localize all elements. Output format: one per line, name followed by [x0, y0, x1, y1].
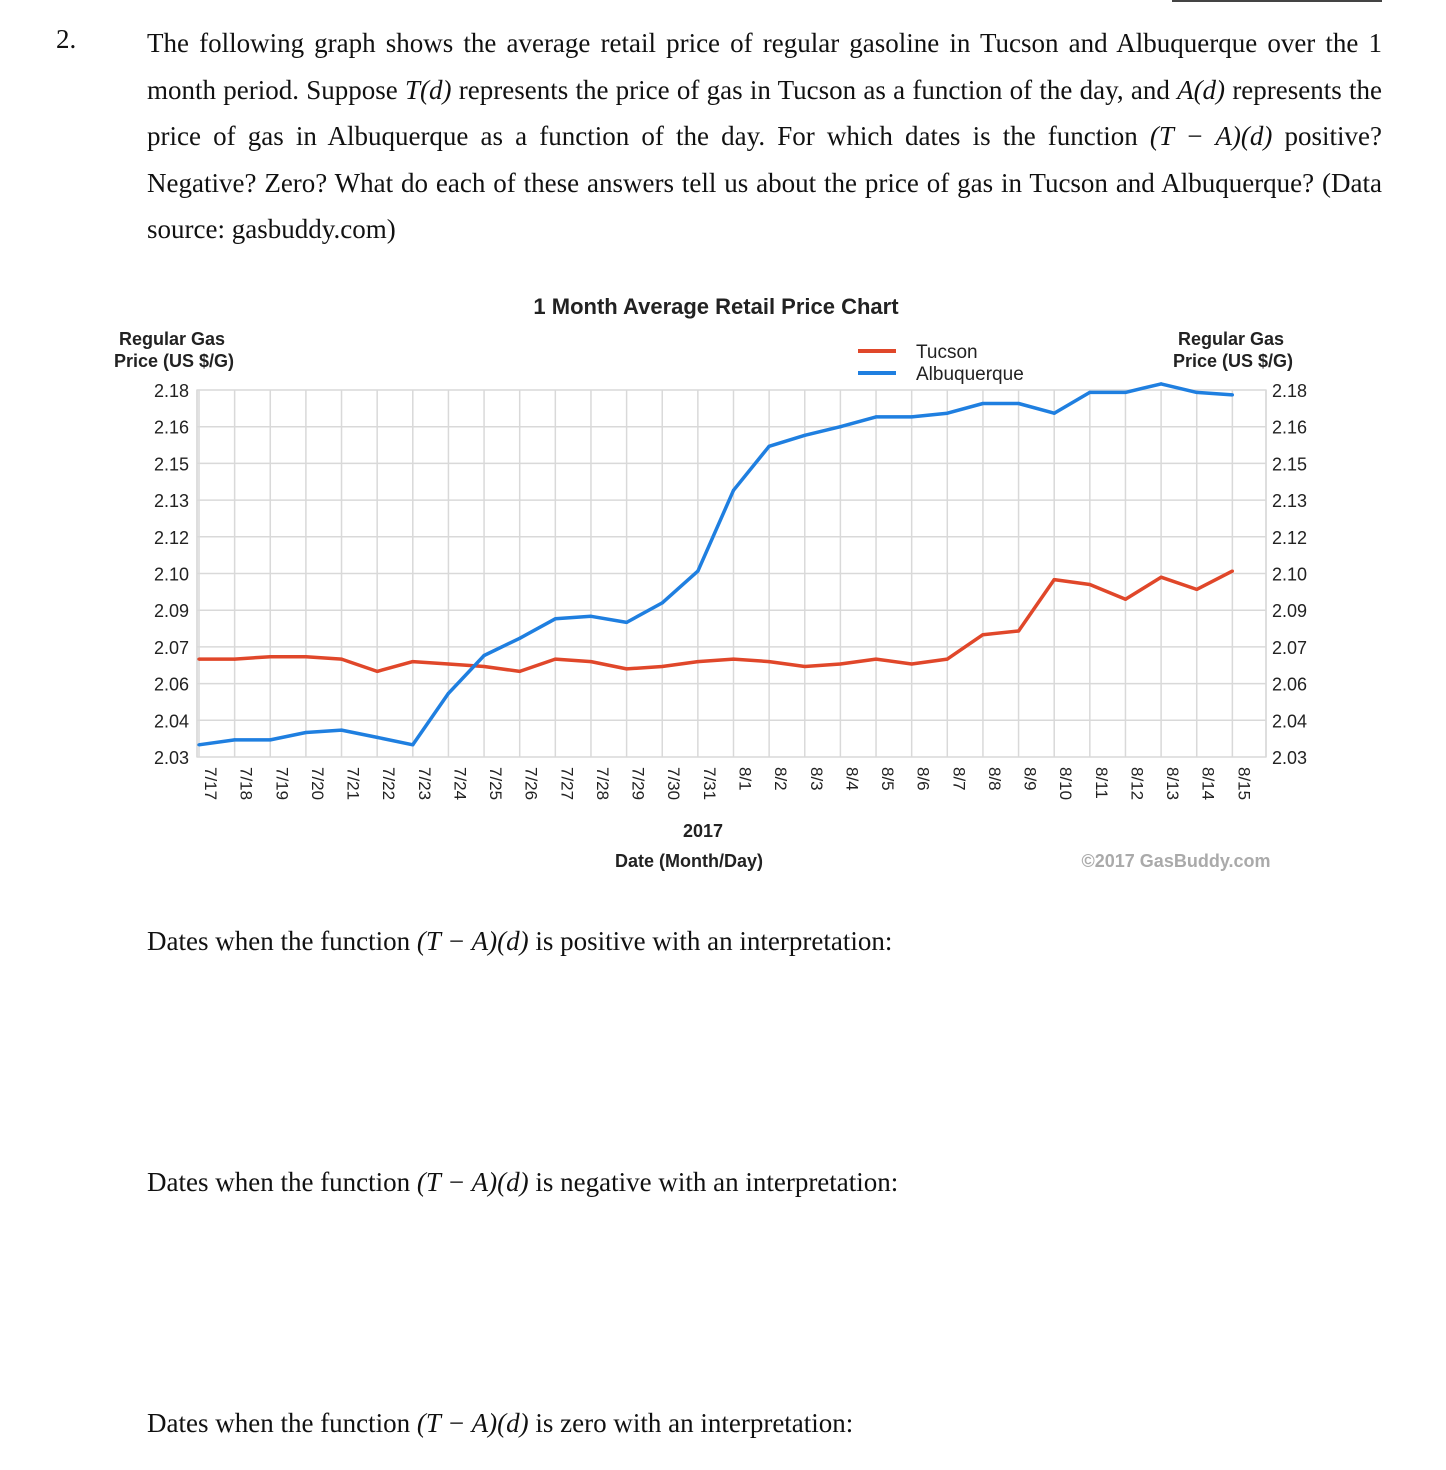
x-tick-label: 8/14: [1198, 767, 1218, 801]
data-point-tucson: [197, 658, 200, 661]
series-line-albuquerque: [199, 384, 1232, 745]
y-tick-label-right: 2.13: [1272, 491, 1308, 512]
prompt-zero-label: is zero with an interpretation:: [535, 1408, 854, 1438]
data-point-albuquerque: [839, 425, 842, 428]
x-tick-label: 8/5: [878, 767, 898, 791]
y-tick-label-right: 2.16: [1272, 417, 1308, 438]
x-tick-label: 7/31: [699, 767, 719, 801]
data-point-tucson: [874, 658, 877, 661]
data-point-tucson: [340, 658, 343, 661]
gasbuddy-credit: ©2017 GasBuddy.com: [1081, 851, 1271, 871]
y-tick-label-left: 2.12: [153, 527, 189, 548]
prompt-prefix: Dates when the function: [147, 1167, 411, 1197]
y-tick-label-left: 2.16: [153, 417, 189, 438]
x-tick-label: 7/25: [486, 767, 506, 801]
y-tick-label-left: 2.18: [153, 381, 189, 401]
data-point-tucson: [304, 655, 307, 658]
y-tick-label-left: 2.03: [153, 748, 189, 768]
y-tick-label-left: 2.10: [153, 564, 189, 585]
math-T-minus-A: (T − A)(d): [416, 1167, 529, 1197]
data-point-tucson: [376, 670, 379, 673]
y-tick-label-left: 2.07: [153, 637, 189, 658]
data-point-tucson: [981, 633, 984, 636]
y-tick-label-right: 2.06: [1272, 674, 1308, 695]
data-point-albuquerque: [589, 615, 592, 618]
data-point-albuquerque: [411, 743, 414, 746]
data-point-tucson: [233, 658, 236, 661]
x-tick-label: 8/1: [735, 767, 755, 791]
math-A-of-d: A(d): [1177, 74, 1226, 105]
data-point-albuquerque: [518, 637, 521, 640]
x-tick-label: 8/3: [806, 767, 826, 791]
data-point-albuquerque: [661, 601, 664, 604]
y-tick-label-left: 2.15: [153, 454, 189, 475]
data-point-albuquerque: [696, 570, 699, 573]
data-point-tucson: [946, 658, 949, 661]
data-point-tucson: [1017, 629, 1020, 632]
x-tick-label: 7/20: [307, 767, 327, 801]
prompt-prefix: Dates when the function: [147, 1408, 411, 1438]
data-point-albuquerque: [340, 729, 343, 732]
x-tick-label: 8/15: [1234, 767, 1254, 801]
data-point-tucson: [1088, 583, 1091, 586]
y-tick-label-left: 2.04: [153, 711, 189, 732]
math-T-minus-A: (T − A)(d): [416, 926, 529, 956]
x-tick-label: 7/17: [201, 767, 220, 801]
y-tick-label-right: 2.12: [1272, 527, 1308, 548]
price-chart: [0, 280, 1446, 880]
data-point-tucson: [1160, 576, 1163, 579]
data-point-tucson: [518, 670, 521, 673]
chart-svg: [0, 280, 1446, 880]
data-point-albuquerque: [732, 489, 735, 492]
data-point-tucson: [589, 660, 592, 663]
data-point-tucson: [1124, 598, 1127, 601]
math-T-of-d: T(d): [405, 74, 452, 105]
x-tick-label: 8/2: [771, 767, 791, 791]
data-point-albuquerque: [233, 738, 236, 741]
y-tick-label-right: 2.07: [1272, 637, 1308, 658]
x-tick-label: 8/7: [949, 767, 969, 791]
data-point-albuquerque: [1160, 382, 1163, 385]
data-point-tucson: [768, 660, 771, 663]
data-point-tucson: [839, 662, 842, 665]
series-line-tucson: [199, 571, 1232, 671]
x-tick-label: 7/23: [414, 767, 434, 801]
y-tick-label-right: 2.10: [1272, 564, 1308, 585]
prompt-prefix: Dates when the function: [147, 926, 411, 956]
data-point-albuquerque: [946, 412, 949, 415]
prompt-negative-label: is negative with an interpretation:: [535, 1167, 899, 1197]
data-point-albuquerque: [874, 415, 877, 418]
right-y-ticks: [1272, 381, 1307, 768]
data-point-albuquerque: [1088, 391, 1091, 394]
x-tick-label: 8/8: [984, 767, 1004, 791]
data-point-albuquerque: [269, 738, 272, 741]
data-point-tucson: [1231, 570, 1234, 573]
x-tick-label: 7/22: [379, 767, 399, 801]
x-tick-label: 8/4: [842, 767, 862, 791]
data-point-albuquerque: [447, 692, 450, 695]
y-tick-label-right: 2.09: [1272, 601, 1308, 622]
question-text: [147, 20, 1382, 253]
question-text-part: represents the price of gas in Tucson as a function of the day, and: [451, 74, 1178, 105]
prompt-positive-label: is positive with an interpretation:: [535, 926, 893, 956]
data-point-tucson: [661, 665, 664, 668]
right-axis-label-line2: Price (US $/G): [1172, 351, 1294, 371]
data-point-albuquerque: [304, 731, 307, 734]
legend: [858, 342, 1024, 385]
question-number: 2.: [56, 24, 77, 54]
y-tick-label-left: 2.13: [153, 491, 189, 512]
y-tick-label-left: 2.06: [153, 674, 189, 695]
data-point-albuquerque: [768, 445, 771, 448]
x-tick-label: 8/9: [1020, 767, 1040, 791]
data-point-albuquerque: [1231, 393, 1234, 396]
x-tick-label: 8/10: [1056, 767, 1076, 801]
data-point-albuquerque: [981, 402, 984, 405]
data-point-tucson: [411, 660, 414, 663]
x-axis-label: Date (Month/Day): [615, 851, 763, 871]
x-ticks: [201, 767, 1253, 800]
x-tick-label: 7/18: [236, 767, 256, 801]
y-tick-label-right: 2.18: [1272, 381, 1308, 401]
top-rule: [1172, 0, 1382, 2]
prompt-negative: [147, 1167, 898, 1198]
data-point-albuquerque: [1017, 402, 1020, 405]
y-tick-label-right: 2.15: [1272, 454, 1308, 475]
x-axis-year: 2017: [682, 821, 724, 841]
x-tick-label: 7/21: [343, 767, 363, 801]
right-axis-label-line1: Regular Gas: [1177, 329, 1285, 349]
left-axis-label-line2: Price (US $/G): [113, 351, 235, 371]
legend-label-tucson: Tucson: [916, 342, 978, 363]
x-tick-label: 7/24: [450, 767, 470, 801]
data-point-albuquerque: [625, 621, 628, 624]
gridlines: [197, 390, 1266, 757]
question-text-part: represents the price of gas in Albuquerque as a function of the day. For which dates is the function: [147, 74, 1382, 151]
x-tick-label: 7/29: [628, 767, 648, 801]
data-point-tucson: [447, 662, 450, 665]
data-point-tucson: [803, 665, 806, 668]
x-tick-label: 8/11: [1091, 767, 1111, 799]
x-tick-label: 7/30: [664, 767, 684, 801]
math-T-minus-A: (T − A)(d): [1149, 121, 1273, 151]
data-point-tucson: [554, 658, 557, 661]
left-y-ticks: [154, 381, 189, 768]
x-tick-label: 7/19: [272, 767, 292, 801]
data-point-albuquerque: [1124, 391, 1127, 394]
question-text-part: The following graph shows the average retail price of regular gasoline in Tucson and Albuquerque over the 1 month period. Suppose: [147, 28, 1382, 105]
data-point-albuquerque: [803, 434, 806, 437]
data-point-tucson: [625, 667, 628, 670]
data-point-albuquerque: [1195, 391, 1198, 394]
x-tick-label: 7/27: [557, 767, 577, 801]
question-text-part: positive? Negative? Zero? What do each of these answers tell us about the price of gas in Tucson and Albuquerque? (Data source: gasbuddy.com): [147, 121, 1383, 244]
data-point-tucson: [1053, 578, 1056, 581]
y-tick-label-right: 2.03: [1272, 748, 1308, 768]
y-tick-label-right: 2.04: [1272, 711, 1308, 732]
series-lines: [197, 382, 1234, 746]
data-point-albuquerque: [910, 415, 913, 418]
data-point-albuquerque: [197, 743, 200, 746]
data-point-albuquerque: [483, 654, 486, 657]
data-point-tucson: [269, 655, 272, 658]
x-tick-label: 7/28: [592, 767, 612, 801]
data-point-tucson: [696, 660, 699, 663]
data-point-albuquerque: [1053, 412, 1056, 415]
data-point-tucson: [732, 658, 735, 661]
x-tick-label: 8/12: [1127, 767, 1147, 801]
y-tick-label-left: 2.09: [153, 601, 189, 622]
x-tick-label: 7/26: [521, 767, 541, 801]
legend-label-albuquerque: Albuquerque: [916, 364, 1024, 385]
data-point-tucson: [910, 662, 913, 665]
x-tick-label: 8/6: [913, 767, 933, 791]
left-axis-label-line1: Regular Gas: [118, 329, 226, 349]
data-point-albuquerque: [554, 617, 557, 620]
chart-title: 1 Month Average Retail Price Chart: [533, 294, 899, 319]
data-point-albuquerque: [376, 736, 379, 739]
prompt-positive: [147, 926, 892, 957]
prompt-zero: [147, 1408, 853, 1439]
data-point-tucson: [1195, 588, 1198, 591]
data-point-tucson: [483, 665, 486, 668]
math-T-minus-A: (T − A)(d): [416, 1408, 529, 1438]
x-tick-label: 8/13: [1163, 767, 1183, 801]
